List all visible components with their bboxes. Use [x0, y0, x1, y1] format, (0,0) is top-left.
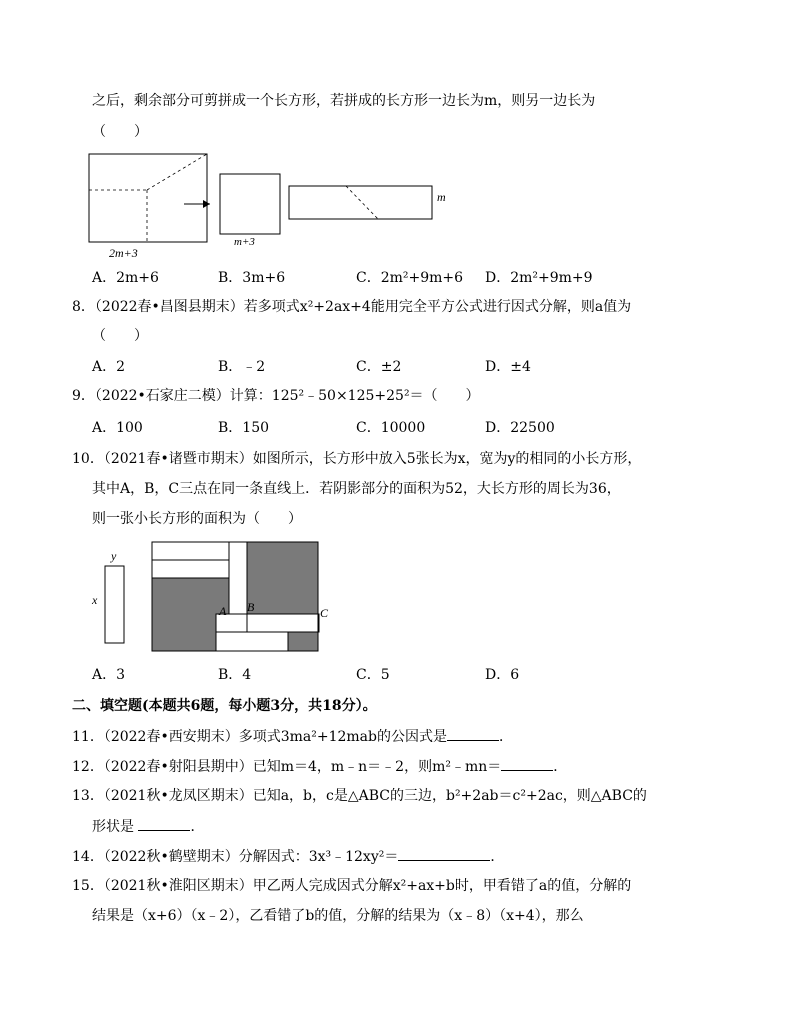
q7-label-small: m+3 — [234, 236, 255, 248]
q10-line-1: 10．（2021春•诸暨市期末）如图所示，长方形中放入5张长为x，宽为y的相同的小长方形， — [72, 451, 642, 467]
q8-option-d: D．±4 — [485, 359, 531, 375]
q10-line-2: 其中A，B，C三点在同一条直线上．若阴影部分的面积为52，大长方形的周长为36， — [92, 481, 621, 497]
q13-answer-blank[interactable] — [138, 816, 190, 831]
q8-option-b: B．﹣2 — [218, 359, 266, 375]
q10-label-b: B — [247, 600, 255, 614]
q9-option-d: D．22500 — [485, 420, 555, 436]
q11-line — [72, 726, 513, 747]
q7-option-a: A．2m+6 — [92, 270, 159, 286]
q9-option-c: C．10000 — [356, 420, 426, 436]
q9-option-a: A．100 — [92, 420, 143, 436]
q10-figure — [86, 540, 346, 660]
q13-line-2 — [92, 816, 204, 837]
q10-option-d: D．6 — [485, 667, 520, 683]
q10-option-a: A．3 — [92, 667, 126, 683]
q11-text: 11．（2022春•西安期末）多项式3ma²+12mab的公因式是 — [72, 729, 447, 745]
q8-option-c: C．±2 — [356, 359, 402, 375]
q9-line-1: 9．（2022•石家庄二模）计算：125²﹣50×125+25²＝（ ） — [72, 388, 480, 404]
q10-label-x: x — [92, 593, 98, 607]
q14-text: 14．（2022秋•鹤壁期末）分解因式：3x³﹣12xy²＝ — [72, 849, 399, 865]
q7-option-c: C．2m²+9m+6 — [356, 270, 464, 286]
q12-text: 12．（2022春•射阳县期中）已知m＝4，m﹣n＝﹣2，则m²﹣mn＝ — [72, 759, 502, 775]
q12-answer-blank[interactable] — [501, 756, 553, 771]
q7-answer-paren: （ ） — [92, 124, 148, 140]
q7-option-d: D．2m²+9m+9 — [485, 270, 593, 286]
q7-option-b: B．3m+6 — [218, 270, 286, 286]
q11-answer-blank[interactable] — [447, 726, 499, 741]
q13-line-1: 13．（2021秋•龙凤区期末）已知a，b，c是△ABC的三边，b²+2ab＝c²+2ac，则△ABC的 — [72, 788, 647, 804]
q10-option-b: B．4 — [218, 667, 252, 683]
q10-label-y: y — [111, 549, 117, 563]
q12-line — [72, 756, 567, 777]
q11-end: ． — [498, 729, 513, 745]
q8-option-a: A．2 — [92, 359, 126, 375]
q14-line — [72, 846, 504, 867]
q15-line-2: 结果是（x+6）（x﹣2），乙看错了b的值，分解的结果为（x﹣8）（x+4），那么 — [92, 908, 584, 924]
q10-option-c: C．5 — [356, 667, 390, 683]
q10-label-c: C — [320, 606, 329, 620]
q7-label-big: 2m+3 — [109, 246, 138, 260]
q15-line-1: 15．（2021秋•淮阳区期末）甲乙两人完成因式分解x²+ax+b时，甲看错了a的值，分解的 — [72, 878, 632, 894]
q8-line-1: 8．（2022春•昌图县期末）若多项式x²+2ax+4能用完全平方公式进行因式分解，则a值为 — [72, 299, 632, 315]
q14-end: ． — [490, 849, 505, 865]
q10-label-a: A — [219, 604, 227, 618]
q7-label-rect: m — [437, 190, 446, 204]
q13-end: ． — [190, 819, 205, 835]
q9-option-b: B．150 — [218, 420, 270, 436]
q14-answer-blank[interactable] — [398, 846, 490, 861]
section-2-heading: 二、填空题(本题共6题，每小题3分，共18分）。 — [72, 698, 377, 714]
q8-answer-paren: （ ） — [92, 328, 148, 344]
q13-text: 形状是 — [92, 819, 139, 835]
q7-line-1: 之后，剩余部分可剪拼成一个长方形，若拼成的长方形一边长为m，则另一边长为 — [92, 93, 596, 109]
q7-figure — [84, 150, 464, 262]
q10-line-3: 则一张小长方形的面积为（ ） — [92, 511, 302, 527]
q12-end: ． — [553, 759, 568, 775]
